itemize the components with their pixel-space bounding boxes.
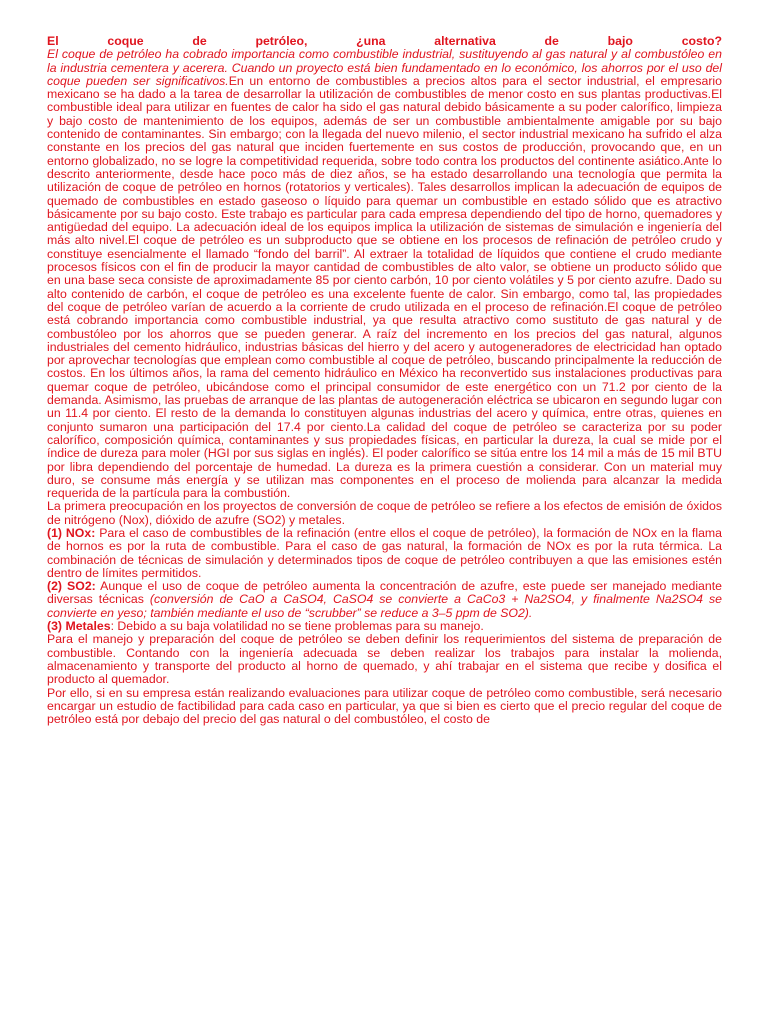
so2-text: Aunque el uso de coque de petróleo aumenta la concentración de azufre, este puede ser manejado mediante diversas técnicas	[47, 579, 722, 607]
metals-paragraph	[47, 620, 722, 633]
nox-label: (1) NOx:	[47, 525, 96, 540]
article-title: El coque de petróleo, ¿una alternativa de bajo costo?	[47, 34, 722, 48]
body-main-text: En un entorno de combustibles a precios altos para el sector industrial, el empresario mexicano se ha dado a la tarea de desarrollar la utilización de combustibles de menor costo en sus plantas productivas.El combustible ideal para utilizar en fuentes de calor ha sido el gas natural debido básicamente a su poder calorífico, limpieza y bajo costo de mantenimiento de los equipos, además de ser un combustible ambientalmente amigable por su bajo contenido de contaminantes. Sin embargo; con la llegada del nuevo milenio, el sector industrial mexicano ha sufrido el alza constante en los precios del gas natural que inciden fuertemente en sus costos de producción, provocando que, en un entorno globalizado, no se logre la competitividad requerida, sobre todo contra los productos del continente asiático.Ante lo descrito anteriormente, desde hace poco más de diez años, se ha estado desarrollando una tecnología que permita la utilización de coque de petróleo en hornos (rotatorios y verticales). Tales desarrollos implican la adecuación de equipos de quemado de combustibles en estado gaseoso o líquido para quemar un combustible en estado sólido que es atractivo básicamente por su bajo costo. Este trabajo es particular para cada empresa dependiendo del tipo de horno, quemadores y antigüedad del equipo. La adecuación ideal de los equipos implica la utilización de sistemas de simulación e ingeniería del más alto nivel.El coque de petróleo es un subproducto que se obtiene en los procesos de refinación de petróleo crudo y constituye esencialmente el llamado “fondo del barril”. Al extraer la totalidad de líquidos que contiene el crudo mediante procesos físicos con el fin de producir la mayor cantidad de combustibles de alto valor, se obtiene un producto sólido que en una base seca consiste de aproximadamente 85 por ciento carbón, 10 por ciento volátiles y 5 por ciento azufre. Dado su alto contenido de carbón, el coque de petróleo es una excelente fuente de calor. Sin embargo, como tal, las propiedades del coque de petróleo varían de acuerdo a la corriente de crudo utilizada en el proceso de refinación.El coque de petróleo está cobrando importancia como combustible industrial, ya que resulta atractivo como sustituto de gas natural y de combustóleo por los ahorros que se pueden generar. A raíz del incremento en los precios del gas natural, algunos industriales del cemento hidráulico, industrias básicas del hierro y del acero y autogeneradores de electricidad han optado por aprovechar tecnologías que emplean como combustible al coque de petróleo, buscando principalmente la reducción de costos. En los últimos años, la rama del cemento hidráulico en México ha reconvertido sus instalaciones productivas para quemar coque de petróleo, ubicándose como el principal consumidor de este energético con un 71.2 por ciento de la demanda. Asimismo, las pruebas de arranque de las plantas de autogeneración eléctrica se ubicaron en segundo lugar con un 11.4 por ciento. El resto de la demanda lo constituyen algunas industrias del acero y química, entre otras, quienes en conjunto sumaron una participación del 17.4 por ciento.La calidad del coque de petróleo se caracteriza por su poder calorífico, composición química, contaminantes y sus propiedades físicas, en particular la dureza, la cual se mide por el índice de dureza para moler (HGI por sus siglas en inglés). El poder calorífico se sitúa entre los 14 mil a más de 15 mil BTU por libra dependiendo del porcentaje de humedad. La dureza es la primera cuestión a considerar. Con un material muy duro, se consume más energía y se utilizan mas componentes en el proceso de molienda para alcanzar la medida requerida de la partícula para la combustión.	[47, 73, 722, 501]
intro-paragraph	[47, 48, 722, 500]
intro-italic-text: El coque de petróleo ha cobrado importancia como combustible industrial, sustituyendo al gas natural y al combustóleo en la industria cementera y acerera. Cuando un proyecto está bien fundamentado en lo económico, los ahorros por el uso del coque pueden ser significativos.	[47, 47, 722, 88]
so2-italic-text: (conversión de CaO a CaSO4, CaSO4 se convierte a CaCo3 + Na2SO4, y finalmente Na2SO4 se convierte en yeso; también mediante el uso de “scrubber” se reduce a 3–5 ppm de SO2).	[47, 592, 722, 620]
document-page	[47, 35, 722, 726]
metals-label: (3) Metales	[47, 619, 111, 634]
handling-paragraph: Para el manejo y preparación del coque de petróleo se deben definir los requerimientos del sistema de preparación de combustible. Contando con la ingeniería adecuada se deben realizar los trabajos para instalar la molienda, almacenamiento y transporte del producto al horno de quemado, y ahí trabajar en el sistema que recibe y dosifica el producto al quemador.	[47, 632, 722, 687]
final-paragraph: Por ello, si en su empresa están realizando evaluaciones para utilizar coque de petróleo como combustible, será necesario encargar un estudio de factibilidad para cada caso en particular, ya que si bien es cierto que el precio regular del coque de petróleo está por debajo del precio del gas natural o del combustóleo, el costo de	[47, 685, 722, 727]
nox-paragraph	[47, 527, 722, 580]
emissions-paragraph: La primera preocupación en los proyectos de conversión de coque de petróleo se refiere a los efectos de emisión de óxidos de nitrógeno (Nox), dióxido de azufre (SO2) y metales.	[47, 499, 722, 527]
metals-text: : Debido a su baja volatilidad no se tiene problemas para su manejo.	[110, 619, 484, 634]
nox-text: Para el caso de combustibles de la refinación (entre ellos el coque de petróleo), la formación de NOx en la flama de hornos es por la ruta de combustible. Para el caso de gas natural, la formación de NOx es por la ruta térmica. La combinación de técnicas de simulación y determinados tipos de coque de petróleo contribuyen a que las emisiones estén dentro de límites permitidos.	[47, 525, 722, 580]
so2-paragraph	[47, 580, 722, 620]
so2-label: (2) SO2:	[47, 579, 96, 594]
